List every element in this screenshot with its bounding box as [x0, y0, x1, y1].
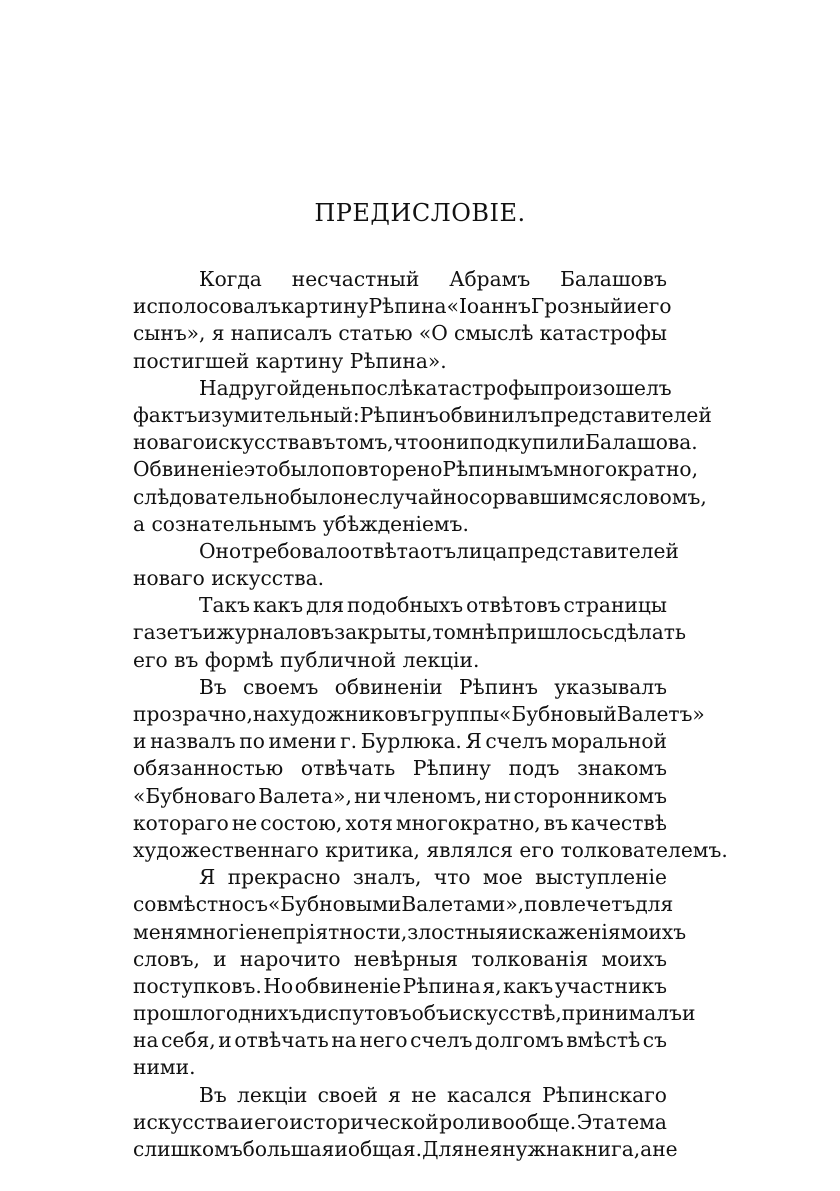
text-line: Обвиненіе это было повторено Рѣпинымъ многократно, — [133, 457, 698, 482]
text-line: прозрачно, на художниковъ группы «Бубновый Валетъ» — [133, 702, 705, 726]
page-title: ПРЕДИСЛОВІЕ. — [314, 199, 526, 227]
text-line: прошлогоднихъ диспутовъ объ искусствѣ, принималъ и — [133, 1001, 696, 1026]
text-line: ними. — [133, 1055, 196, 1080]
text-line: фактъ изумительный: Рѣпинъ обвинилъ представителей — [133, 402, 712, 427]
text-line: художественнаго критика, являлся его толкователемъ. — [133, 837, 728, 862]
text-line: поступковъ. Но обвиненіе Рѣпина я, какъ участникъ — [133, 973, 667, 998]
text-line: его въ формѣ публичной лекціи. — [133, 647, 480, 672]
text-line: «Бубноваго Валета», ни членомъ, ни сторонникомъ — [133, 783, 667, 808]
text-line: меня многіе непріятности, злостныя искаженія моихъ — [133, 919, 687, 944]
paragraph — [133, 1082, 678, 1164]
text-line: газетъ и журналовъ закрыты, то мнѣ пришлось сдѣлать — [133, 620, 686, 645]
text-line: На другой день послѣ катастрофы произошелъ — [199, 375, 672, 400]
text-line: Когда несчастный Абрамъ Балашовъ — [199, 267, 667, 291]
text-line: слишкомъ большая и общая. Для нея нужна книга, а не — [133, 1137, 678, 1161]
text-line: искусства и его исторической роли вообще. Эта тема — [133, 1109, 667, 1134]
paragraph — [133, 864, 696, 1082]
text-line: котораго не состою, хотя многократно, въ качествѣ — [133, 810, 667, 835]
text-line: совмѣстно съ «Бубновыми Валетами», повлечетъ для — [133, 892, 674, 917]
body-text — [133, 266, 728, 1163]
paragraph — [133, 674, 728, 864]
text-line: Я прекрасно зналъ, что мое выступленіе — [199, 865, 667, 890]
text-line: Въ лекціи своей я не касался Рѣпинскаго — [199, 1082, 667, 1107]
text-line: Такъ какъ для подобныхъ отвѣтовъ страницы — [199, 593, 667, 618]
paragraph — [133, 375, 712, 538]
text-line: слѣдовательно было не случайно сорвавшимся словомъ, — [133, 484, 707, 509]
text-line: и назвалъ по имени г. Бурлюка. Я счелъ моральной — [133, 729, 667, 754]
text-line: обязанностью отвѣчать Рѣпину подъ знакомъ — [133, 756, 667, 781]
paragraph — [133, 592, 686, 674]
text-line: новаго искусства въ томъ, что они подкупили Балашова. — [133, 430, 698, 455]
paragraph — [133, 266, 672, 375]
text-line: словъ, и нарочито невѣрныя толкованія моихъ — [133, 946, 667, 971]
text-line: новаго искусства. — [133, 566, 325, 591]
text-line: сынъ», я написалъ статью «О смыслѣ катастрофы — [133, 321, 667, 346]
text-line: Оно требовало отвѣта отъ лица представителей — [199, 538, 679, 563]
text-line: постигшей картину Рѣпина». — [133, 348, 447, 373]
text-line: на себя, и отвѣчать на него счелъ долгомъ вмѣстѣ съ — [133, 1028, 667, 1053]
paragraph — [133, 538, 679, 592]
text-line: Въ своемъ обвиненіи Рѣпинъ указывалъ — [199, 674, 667, 699]
text-line: исполосовалъ картину Рѣпина «Іоаннъ Грозный и его — [133, 294, 672, 319]
text-line: а сознательнымъ убѣжденіемъ. — [133, 511, 469, 536]
